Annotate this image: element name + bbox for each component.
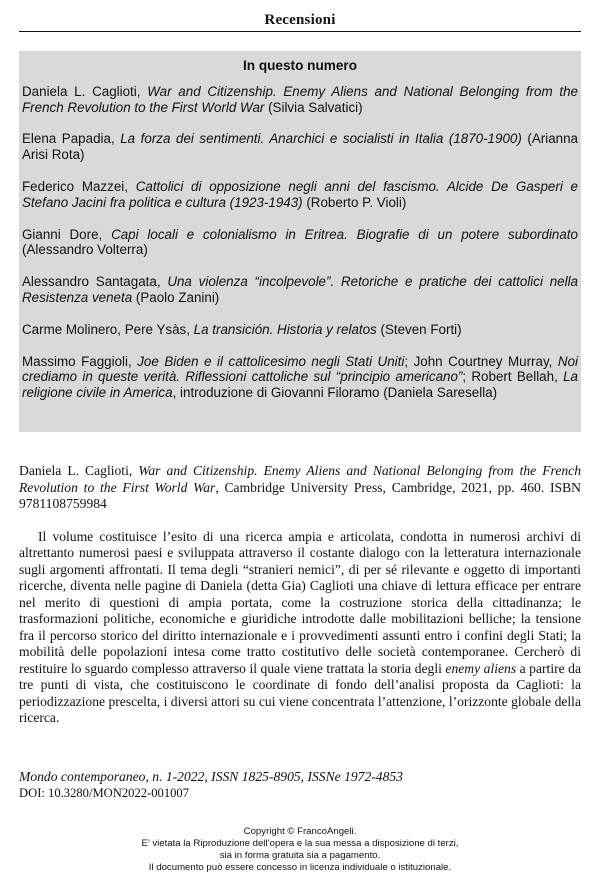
running-head: Recensioni [264, 12, 336, 28]
biblio-author: Daniela L. Caglioti, [19, 463, 139, 478]
toc-title: In questo numero [242, 58, 358, 73]
toc-entry-title: Joe Biden e il cattolicesimo negli Stati Uniti [137, 353, 405, 369]
paragraph-text-2: a partire da tre punti di vista, che costituiscono le coordinate di fondo dell’analisi proposta da Caglioti: la periodizzazione prescelta, i diversi attori su cui viene concentrata l’attenzione, l’orizzonte globale della ricerca. [19, 660, 581, 725]
review-section [19, 463, 581, 727]
in-this-issue-box [19, 51, 581, 432]
toc-entries [22, 84, 578, 401]
toc-entry-text: Federico Mazzei, [22, 178, 136, 194]
header-rule [19, 31, 581, 32]
journal-info [19, 768, 581, 802]
copyright-line: Il documento può essere concesso in licenza individuale o istituzionale. [148, 862, 452, 873]
copyright-notice [0, 826, 600, 874]
doi: DOI: 10.3280/MON2022-001007 [19, 786, 190, 800]
toc-entry-text: Daniela L. Caglioti, [22, 83, 148, 99]
toc-entry-text: (Arianna Arisi Rota) [22, 131, 578, 163]
toc-entry-text: ; Robert Bellah, [462, 369, 564, 385]
journal-citation: Mondo contemporaneo, n. 1-2022, ISSN 1825-8905, ISSNe 1972-4853 [19, 769, 403, 784]
toc-entry [22, 179, 578, 211]
toc-entry-text: Massimo Faggioli, [22, 353, 138, 369]
toc-entry-text: , introduzione di Giovanni Filoramo (Daniela Saresella) [172, 385, 498, 401]
biblio-title: War and Citizenship. Enemy Aliens and National Belonging from the French Revolution to the First World War [19, 463, 581, 495]
toc-entry-text: (Alessandro Volterra) [22, 242, 148, 258]
toc-entry-text: ; John Courtney Murray, [404, 353, 558, 369]
toc-entry-text: (Steven Forti) [376, 321, 462, 337]
toc-entry-text: Elena Papadia, [22, 131, 121, 147]
toc-entry [22, 354, 578, 401]
copyright-line: Copyright © FrancoAngeli. [243, 826, 357, 837]
toc-entry-title: Cattolici di opposizione negli anni del fascismo. Alcide De Gasperi e Stefano Jacini fra politica e cultura (1923-1943) [22, 178, 578, 210]
toc-entry [22, 227, 578, 259]
toc-entry-text: Alessandro Santagata, [22, 274, 168, 290]
bibliographic-reference [19, 463, 581, 513]
toc-entry [22, 322, 578, 338]
toc-entry-text: (Roberto P. Violi) [302, 194, 407, 210]
toc-entry [22, 274, 578, 306]
toc-entry [22, 84, 578, 116]
copyright-line: sia in forma gratuita sia a pagamento. [219, 850, 381, 861]
toc-entry-title: La religione civile in America [22, 369, 578, 401]
biblio-publication: , Cambridge University Press, Cambridge, 2021, pp. 460. ISBN 9781108759984 [19, 479, 581, 511]
toc-entry [22, 131, 578, 163]
toc-entry-title: La transición. Historia y relatos [193, 321, 377, 337]
review-paragraph [19, 529, 581, 727]
toc-entry-text: Carme Molinero, Pere Ysàs, [22, 321, 194, 337]
toc-entry-text: (Silvia Salvatici) [264, 99, 363, 115]
toc-entry-title: Una violenza “incolpevole”. Retoriche e pratiche dei cattolici nella Resistenza veneta [22, 274, 578, 305]
toc-entry-text: Gianni Dore, [22, 226, 112, 242]
toc-entry-title: Capi locali e colonialismo in Eritrea. Biografie di un potere subordinato [111, 226, 578, 242]
toc-entry-title: La forza dei sentimenti. Anarchici e socialisti in Italia (1870-1900) [120, 131, 522, 147]
paragraph-italic-term: enemy aliens [445, 660, 517, 676]
paragraph-text-1: Il volume costituisce l’esito di una ricerca ampia e articolata, condotta in numerosi archivi di altrettanto numerosi paesi e sviluppata attraverso il costante dialogo con la letteratura internazionale sugli argomenti affrontati. Il tema degli “stranieri nemici”, di per sé rilevante e oggetto di importanti ricerche, diventa nelle pagine di Daniela (detta Gia) Caglioti una chiave di lettura efficace per entrare nel merito di questioni di ampia portata, come la costruzione storica della cittadinanza; le trasformazioni politiche, economiche e giuridiche introdotte dalle mobilitazioni belliche; la tensione fra il percorso storico del diritto internazionale e i provvedimenti assunti entro i confini degli Stati; la mobilità delle popolazioni intesa come tratto costitutivo delle società contemporanee. Cercherò di restituire lo sguardo complesso attraverso il quale viene trattata la storia degli [19, 528, 581, 676]
toc-entry-title: War and Citizenship. Enemy Aliens and National Belonging from the French Revolution to the First World War [22, 83, 578, 115]
copyright-line: E’ vietata la Riproduzione dell’opera e la sua messa a disposizione di terzi, [141, 838, 459, 849]
toc-entry-title: Noi crediamo in queste verità. Riflessioni cattoliche sul “principio americano” [22, 353, 578, 385]
toc-entry-text: (Paolo Zanini) [132, 289, 220, 305]
